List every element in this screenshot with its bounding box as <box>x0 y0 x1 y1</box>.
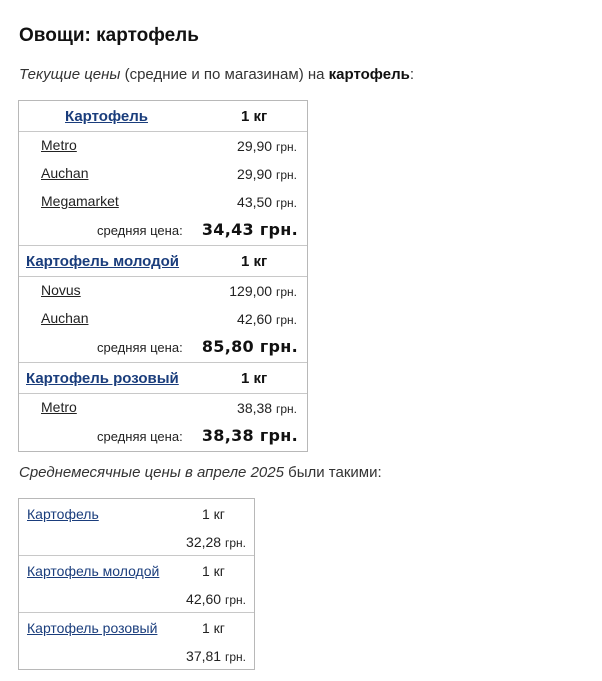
store-link-megamarket[interactable]: Megamarket <box>41 193 119 209</box>
intro-tail: : <box>409 66 414 83</box>
monthly-price: 37,81 грн. <box>186 648 246 664</box>
monthly-normal: были такими: <box>283 464 382 481</box>
store-price: 29,90 грн. <box>237 166 297 182</box>
store-row <box>19 277 307 305</box>
group-link-young-potato[interactable]: Картофель молодой <box>26 253 180 270</box>
store-price: 42,60 грн. <box>237 311 297 327</box>
monthly-price: 42,60 грн. <box>186 591 246 607</box>
monthly-unit: 1 кг <box>202 506 225 522</box>
store-price: 29,90 грн. <box>237 138 297 154</box>
store-row <box>19 160 307 188</box>
store-link-auchan[interactable]: Auchan <box>41 310 89 326</box>
intro-normal: (средние и по магазинам) на <box>120 66 329 83</box>
store-link-metro[interactable]: Metro <box>41 399 77 415</box>
average-label: средняя цена: <box>97 223 183 238</box>
group-link-pink-potato[interactable]: Картофель розовый <box>26 370 179 387</box>
monthly-italic: Среднемесячные цены в апреле 2025 <box>19 464 284 481</box>
average-value: 85,80 грн. <box>201 337 298 356</box>
average-label: средняя цена: <box>97 340 183 355</box>
store-price: 43,50 грн. <box>237 194 297 210</box>
group-link-potato[interactable]: Картофель <box>65 108 148 125</box>
average-row <box>19 216 307 245</box>
group-header-pink-potato <box>19 362 307 394</box>
average-value: 38,38 грн. <box>201 426 298 445</box>
monthly-row <box>19 612 254 669</box>
group-unit: 1 кг <box>241 370 268 387</box>
intro-text <box>19 66 414 83</box>
current-prices-table <box>18 100 308 452</box>
store-price: 129,00 грн. <box>229 283 297 299</box>
average-label: средняя цена: <box>97 429 183 444</box>
intro-italic: Текущие цены <box>19 66 121 83</box>
monthly-prices-table <box>18 498 255 670</box>
store-row <box>19 188 307 216</box>
monthly-unit: 1 кг <box>202 620 225 636</box>
monthly-price: 32,28 грн. <box>186 534 246 550</box>
average-row <box>19 333 307 362</box>
average-row <box>19 422 307 451</box>
intro-bold: картофель <box>328 66 410 83</box>
monthly-link-potato[interactable]: Картофель <box>27 506 99 522</box>
group-header-potato <box>19 101 307 132</box>
group-header-young-potato <box>19 245 307 277</box>
monthly-link-young-potato[interactable]: Картофель молодой <box>27 563 160 579</box>
group-unit: 1 кг <box>241 253 268 270</box>
store-link-novus[interactable]: Novus <box>41 282 81 298</box>
monthly-unit: 1 кг <box>202 563 225 579</box>
store-row <box>19 132 307 160</box>
store-link-metro[interactable]: Metro <box>41 137 77 153</box>
page-title: Овощи: картофель <box>19 25 199 46</box>
monthly-intro-text <box>19 464 382 481</box>
store-price: 38,38 грн. <box>237 400 297 416</box>
monthly-link-pink-potato[interactable]: Картофель розовый <box>27 620 158 636</box>
monthly-row <box>19 499 254 555</box>
store-row <box>19 394 307 422</box>
monthly-row <box>19 555 254 612</box>
store-row <box>19 305 307 333</box>
average-value: 34,43 грн. <box>201 220 298 239</box>
store-link-auchan[interactable]: Auchan <box>41 165 89 181</box>
group-unit: 1 кг <box>241 108 268 125</box>
